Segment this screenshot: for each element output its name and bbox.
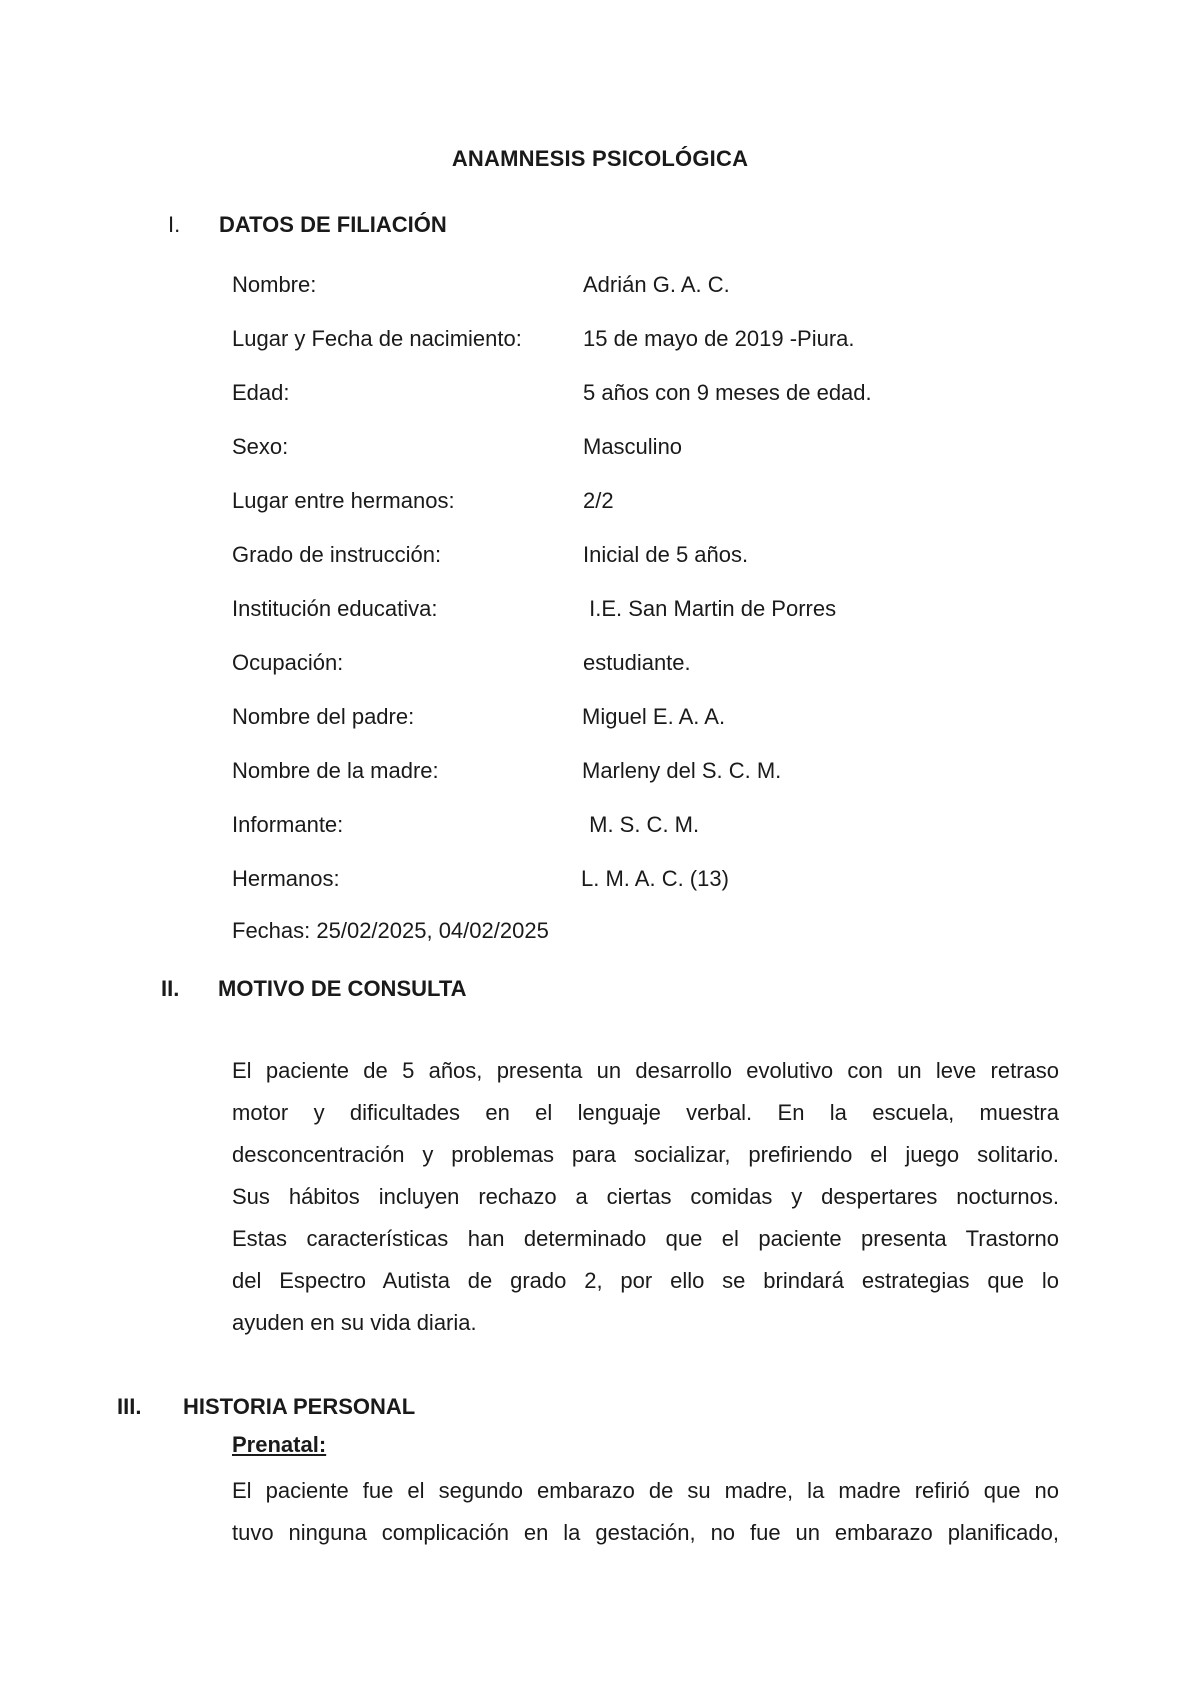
paragraph-line: desconcentración y problemas para socializar, prefiriendo el juego solitario.	[232, 1142, 1059, 1167]
field-value: I.E. San Martin de Porres	[583, 596, 837, 621]
prenatal-subheading: Prenatal:	[232, 1432, 327, 1457]
section-2-heading: MOTIVO DE CONSULTA	[218, 976, 467, 1001]
section-3-heading: HISTORIA PERSONAL	[183, 1394, 416, 1419]
field-label: Grado de instrucción:	[232, 542, 442, 567]
paragraph-line: Estas características han determinado que el paciente presenta Trastorno	[232, 1226, 1059, 1251]
field-label: Lugar y Fecha de nacimiento:	[232, 326, 522, 351]
field-value: 5 años con 9 meses de edad.	[583, 380, 872, 405]
paragraph-line: Sus hábitos incluyen rechazo a ciertas comidas y despertares nocturnos.	[232, 1184, 1059, 1209]
field-label: Informante:	[232, 812, 344, 837]
field-value: 2/2	[583, 488, 614, 513]
document-title: ANAMNESIS PSICOLÓGICA	[451, 146, 749, 171]
field-value: 15 de mayo de 2019 -Piura.	[583, 326, 855, 351]
field-value: Masculino	[583, 434, 683, 459]
field-row-grado-instruccion	[232, 542, 1132, 572]
field-value: estudiante.	[583, 650, 691, 675]
field-label: Hermanos:	[232, 866, 340, 891]
paragraph-line: motor y dificultades en el lenguaje verbal. En la escuela, muestra	[232, 1100, 1059, 1125]
paragraph-line: El paciente fue el segundo embarazo de su madre, la madre refirió que no	[232, 1478, 1059, 1503]
field-label: Sexo:	[232, 434, 289, 459]
paragraph-line: del Espectro Autista de grado 2, por ello se brindará estrategias que lo	[232, 1268, 1059, 1293]
field-label: Ocupación:	[232, 650, 344, 675]
paragraph-line: El paciente de 5 años, presenta un desarrollo evolutivo con un leve retraso	[232, 1058, 1059, 1083]
field-row-edad	[232, 380, 1132, 410]
field-label: Nombre de la madre:	[232, 758, 439, 783]
field-label: Nombre del padre:	[232, 704, 415, 729]
field-label: Lugar entre hermanos:	[232, 488, 455, 513]
motivo-consulta-paragraph	[232, 1050, 1059, 1344]
section-2-number: II.	[161, 976, 180, 1001]
section-1-heading: DATOS DE FILIACIÓN	[219, 212, 447, 237]
section-1-number: I.	[168, 212, 181, 237]
field-value: Adrián G. A. C.	[583, 272, 730, 297]
paragraph-line: ayuden en su vida diaria.	[232, 1310, 477, 1335]
field-row-institucion-educativa	[232, 596, 1132, 626]
field-label: Nombre:	[232, 272, 317, 297]
field-row-nombre	[232, 272, 1132, 302]
field-value: Miguel E. A. A.	[582, 704, 726, 729]
field-value: L. M. A. C. (13)	[581, 866, 729, 891]
field-row-nombre-padre	[232, 704, 1132, 734]
field-row-hermanos	[232, 866, 1132, 896]
field-label: Institución educativa:	[232, 596, 438, 621]
field-row-nombre-madre	[232, 758, 1132, 788]
field-row-lugar-entre-hermanos	[232, 488, 1132, 518]
fechas-line: Fechas: 25/02/2025, 04/02/2025	[232, 918, 549, 943]
field-row-ocupacion	[232, 650, 1132, 680]
section-3-number: III.	[117, 1394, 142, 1419]
paragraph-line: tuvo ninguna complicación en la gestación, no fue un embarazo planificado,	[232, 1520, 1059, 1545]
field-row-informante	[232, 812, 1132, 842]
field-value: Marleny del S. C. M.	[582, 758, 782, 783]
field-value: Inicial de 5 años.	[583, 542, 749, 567]
field-row-lugar-fecha-nacimiento	[232, 326, 1132, 356]
field-value: M. S. C. M.	[583, 812, 700, 837]
field-row-sexo	[232, 434, 1132, 464]
prenatal-paragraph	[232, 1470, 1059, 1554]
field-label: Edad:	[232, 380, 290, 405]
